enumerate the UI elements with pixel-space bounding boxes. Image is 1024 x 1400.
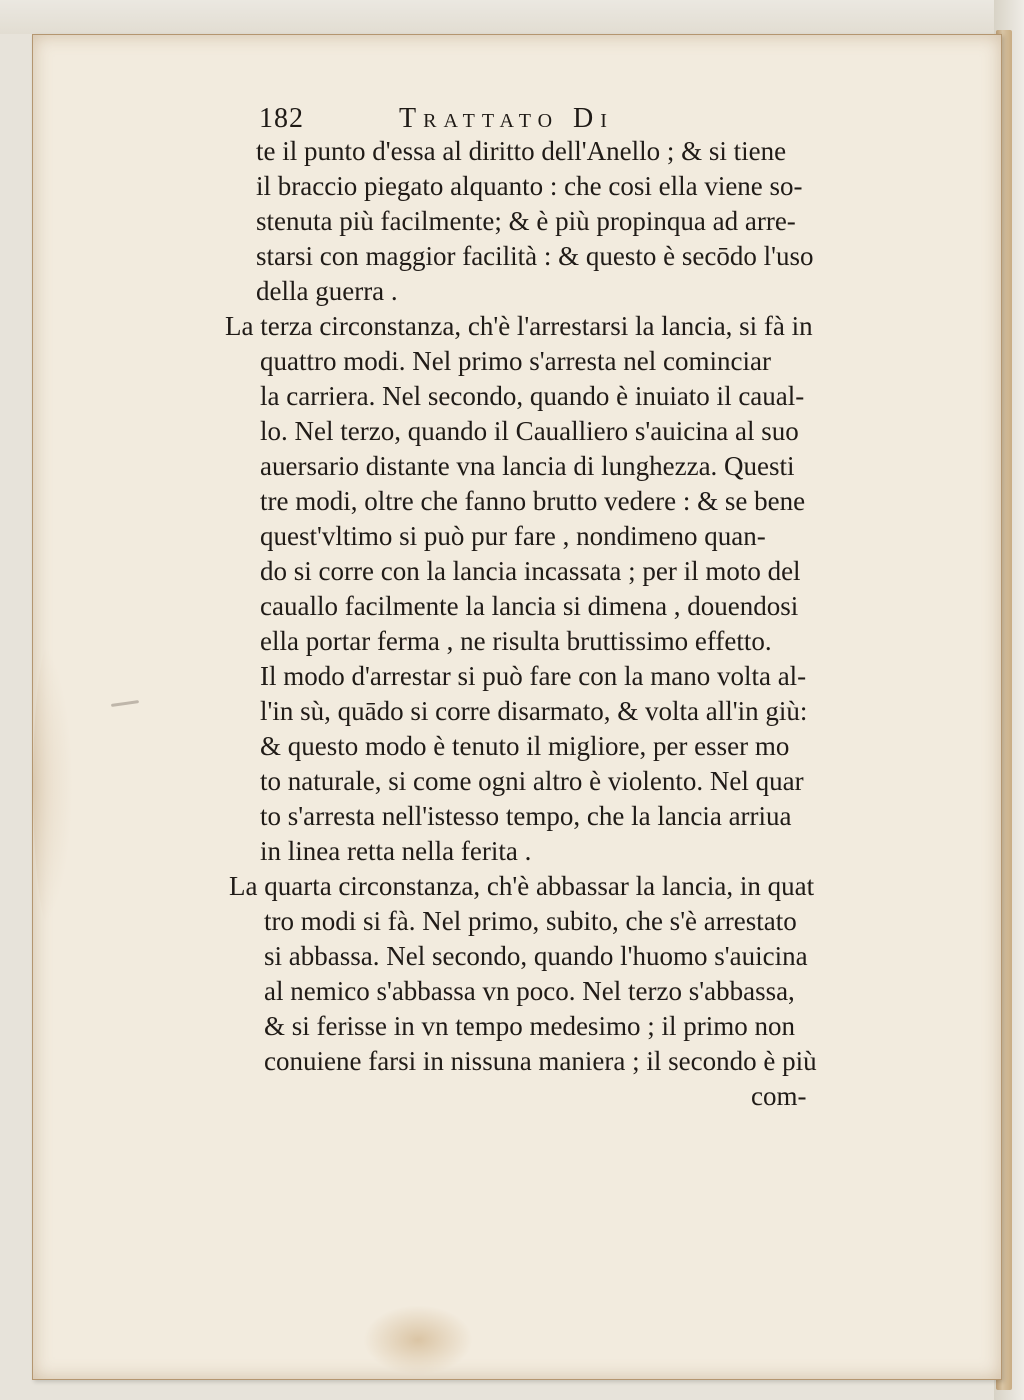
text-line: starsi con maggior facilità : & questo è secōdo l'uso	[256, 241, 814, 271]
body-text	[33, 35, 1001, 1379]
text-line: quattro modi. Nel primo s'arresta nel cominciar	[260, 346, 771, 376]
text-line: quest'vltimo si può pur fare , nondimeno quan-	[260, 521, 766, 551]
text-line: conuiene farsi in nissuna maniera ; il secondo è più	[264, 1046, 817, 1076]
text-line: & si ferisse in vn tempo medesimo ; il primo non	[264, 1011, 795, 1041]
text-line: tre modi, oltre che fanno brutto vedere : & se bene	[260, 486, 806, 516]
scanner-background-top	[0, 0, 1024, 34]
text-line: si abbassa. Nel secondo, quando l'huomo s'auicina	[264, 941, 808, 971]
text-line: La terza circonstanza, ch'è l'arrestarsi la lancia, si fà in	[225, 311, 813, 341]
book-page	[32, 34, 1002, 1380]
text-line: della guerra .	[256, 276, 398, 306]
text-line: il braccio piegato alquanto : che cosi ella viene so-	[256, 171, 803, 201]
text-line: in linea retta nella ferita .	[260, 836, 532, 866]
text-line: Il modo d'arrestar si può fare con la mano volta al-	[260, 661, 807, 691]
text-line: l'in sù, quādo si corre disarmato, & volta all'in giù:	[260, 696, 808, 726]
page-number: 182	[259, 103, 304, 134]
text-line: ella portar ferma , ne risulta bruttissimo effetto.	[260, 626, 772, 656]
text-line: stenuta più facilmente; & è più propinqua ad arre-	[256, 206, 796, 236]
text-line: to s'arresta nell'istesso tempo, che la lancia arriua	[260, 801, 792, 831]
text-line: & questo modo è tenuto il migliore, per esser mo	[260, 731, 790, 761]
text-line: la carriera. Nel secondo, quando è inuiato il caual-	[260, 381, 805, 411]
text-line: lo. Nel terzo, quando il Caualliero s'auicina al suo	[260, 416, 799, 446]
text-line: to naturale, si come ogni altro è violento. Nel quar	[260, 766, 804, 796]
text-line: La quarta circonstanza, ch'è abbassar la lancia, in quat	[229, 871, 815, 901]
text-line: tro modi si fà. Nel primo, subito, che s'è arrestato	[264, 906, 797, 936]
text-line: do si corre con la lancia incassata ; per il moto del	[260, 556, 801, 586]
catchword: com-	[751, 1081, 807, 1111]
text-line: auersario distante vna lancia di lunghezza. Questi	[260, 451, 795, 481]
text-line: al nemico s'abbassa vn poco. Nel terzo s'abbassa,	[264, 976, 795, 1006]
text-line: cauallo facilmente la lancia si dimena , douendosi	[260, 591, 799, 621]
running-title: Trattato Di	[399, 103, 614, 134]
text-line: te il punto d'essa al diritto dell'Anello ; & si tiene	[256, 136, 787, 166]
